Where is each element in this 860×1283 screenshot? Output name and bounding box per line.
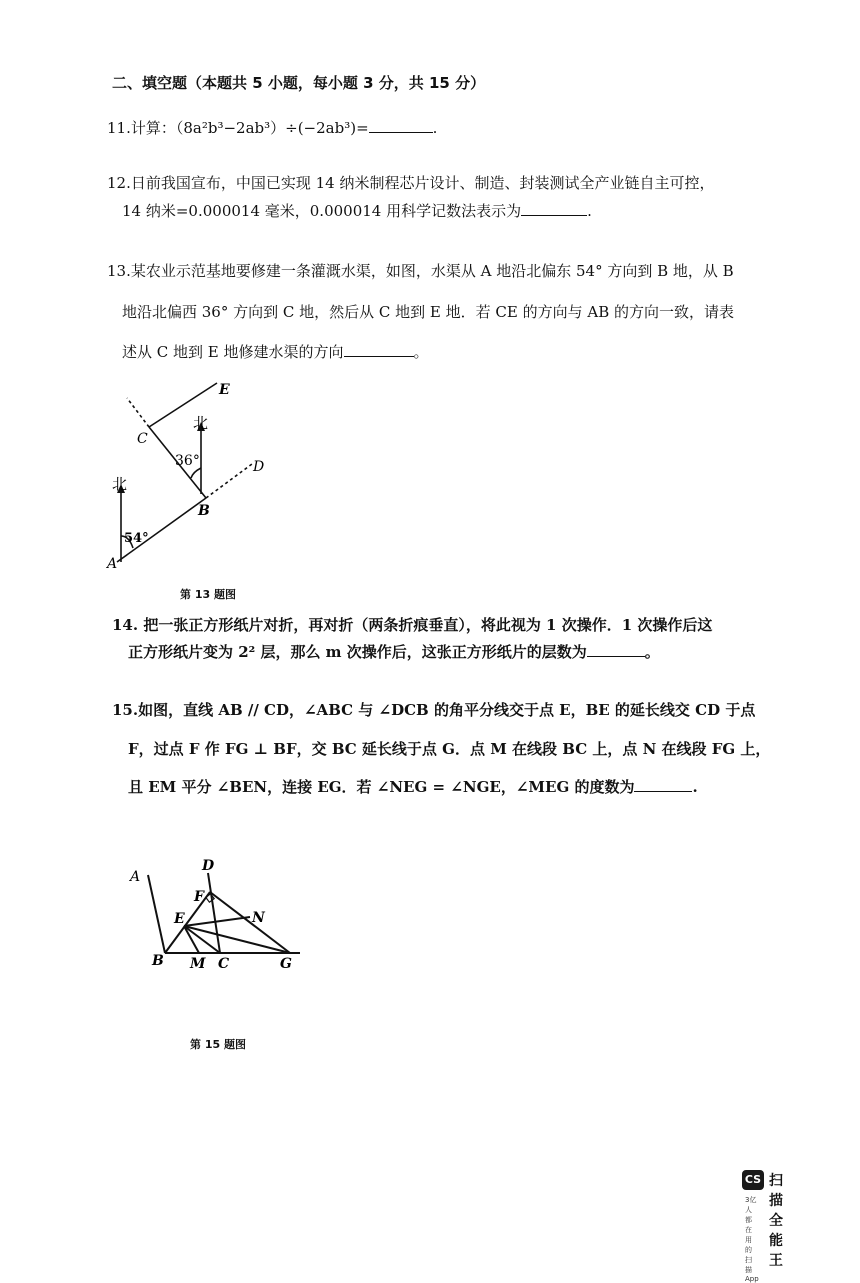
question-13-line-3 (122, 341, 429, 362)
q14-answer-blank (587, 642, 645, 657)
label-angle-36: 36° (175, 453, 200, 469)
q12-text: 14 纳米=0.000014 毫米，0.000014 用科学记数法表示为 (122, 202, 522, 220)
question-13-line-2: 地沿北偏西 36° 方向到 C 地，然后从 C 地到 E 地．若 CE 的方向与 AB 的方向一致，请表 (122, 303, 734, 321)
angle-36-arc (191, 468, 201, 478)
scanner-logo-icon: CS (742, 1170, 764, 1190)
line-ab (148, 875, 165, 953)
label-angle-54: 54° (124, 531, 149, 546)
line-eg (184, 926, 290, 953)
line-en (184, 917, 250, 926)
q12-end: . (587, 202, 592, 220)
label-d: D (253, 459, 265, 475)
question-12-line-1: 12.日前我国宣布，中国已实现 14 纳米制程芯片设计、制造、封装测试全产业链自主可控， (107, 174, 715, 192)
q14-end: 。 (644, 643, 660, 661)
figure-13 (95, 372, 295, 577)
question-12-line-2 (122, 200, 592, 221)
q11-answer-blank (369, 118, 433, 133)
q13-answer-blank (344, 342, 414, 357)
label-north-2: 北 (112, 475, 128, 493)
segment-ab (117, 498, 206, 562)
question-15-line-2: F，过点 F 作 FG ⊥ BF，交 BC 延长线于点 G．点 M 在线段 BC 上，点 N 在线段 FG 上， (128, 740, 771, 758)
line-cd (208, 873, 220, 953)
q14-text: 正方形纸片变为 2² 层，那么 m 次操作后，这张正方形纸片的层数为 (128, 643, 587, 661)
section-heading: 二、填空题（本题共 5 小题，每小题 3 分，共 15 分） (112, 74, 486, 92)
label-d: D (202, 858, 215, 874)
q15-text: 且 EM 平分 ∠BEN，连接 EG．若 ∠NEG = ∠NGE，∠MEG 的度数为 (128, 778, 635, 796)
label-north-1: 北 (193, 414, 209, 432)
segment-bd-dotted (206, 464, 252, 498)
q15-end: . (692, 778, 698, 796)
question-14-line-2 (128, 641, 660, 662)
q13-text: 述从 C 地到 E 地修建水渠的方向 (122, 343, 344, 361)
figure-13-caption: 第 13 题图 (180, 588, 236, 601)
question-13-line-1: 13.某农业示范基地要修建一条灌溉水渠，如图，水渠从 A 地沿北偏东 54° 方向到 B 地，从 B (107, 262, 734, 280)
label-n: N (252, 910, 265, 926)
label-a: A (107, 556, 118, 572)
q11-end: . (432, 119, 438, 137)
q13-end: 。 (413, 343, 429, 361)
label-c: C (218, 956, 230, 972)
label-m: M (190, 956, 206, 972)
question-15-line-1: 15.如图，直线 AB // CD，∠ABC 与 ∠DCB 的角平分线交于点 E，BE 的延长线交 CD 于点 (112, 701, 756, 719)
figure-15 (120, 855, 320, 980)
label-b: B (152, 953, 164, 969)
scanner-name: 扫描全能王 (769, 1173, 783, 1269)
q15-answer-blank (634, 777, 692, 792)
question-15-line-3 (128, 776, 698, 797)
scanner-tagline: 3亿人都在用的扫描App (745, 1196, 759, 1283)
label-c: C (137, 431, 148, 447)
label-e: E (219, 382, 230, 398)
line-fg (210, 892, 290, 953)
label-g: G (280, 956, 292, 972)
q11-text: 11.计算：（8a²b³−2ab³）÷(−2ab³)= (107, 119, 369, 137)
q12-answer-blank (521, 201, 587, 216)
question-11 (107, 117, 437, 138)
label-e: E (174, 911, 185, 927)
label-f: F (194, 889, 204, 905)
label-b: B (198, 503, 210, 519)
segment-c-extension-dotted (127, 398, 149, 427)
question-14-line-1: 14. 把一张正方形纸片对折，再对折（两条折痕垂直），将此视为 1 次操作．1 次操作后这 (112, 616, 713, 634)
label-a: A (130, 869, 141, 885)
figure-15-caption: 第 15 题图 (190, 1038, 246, 1051)
